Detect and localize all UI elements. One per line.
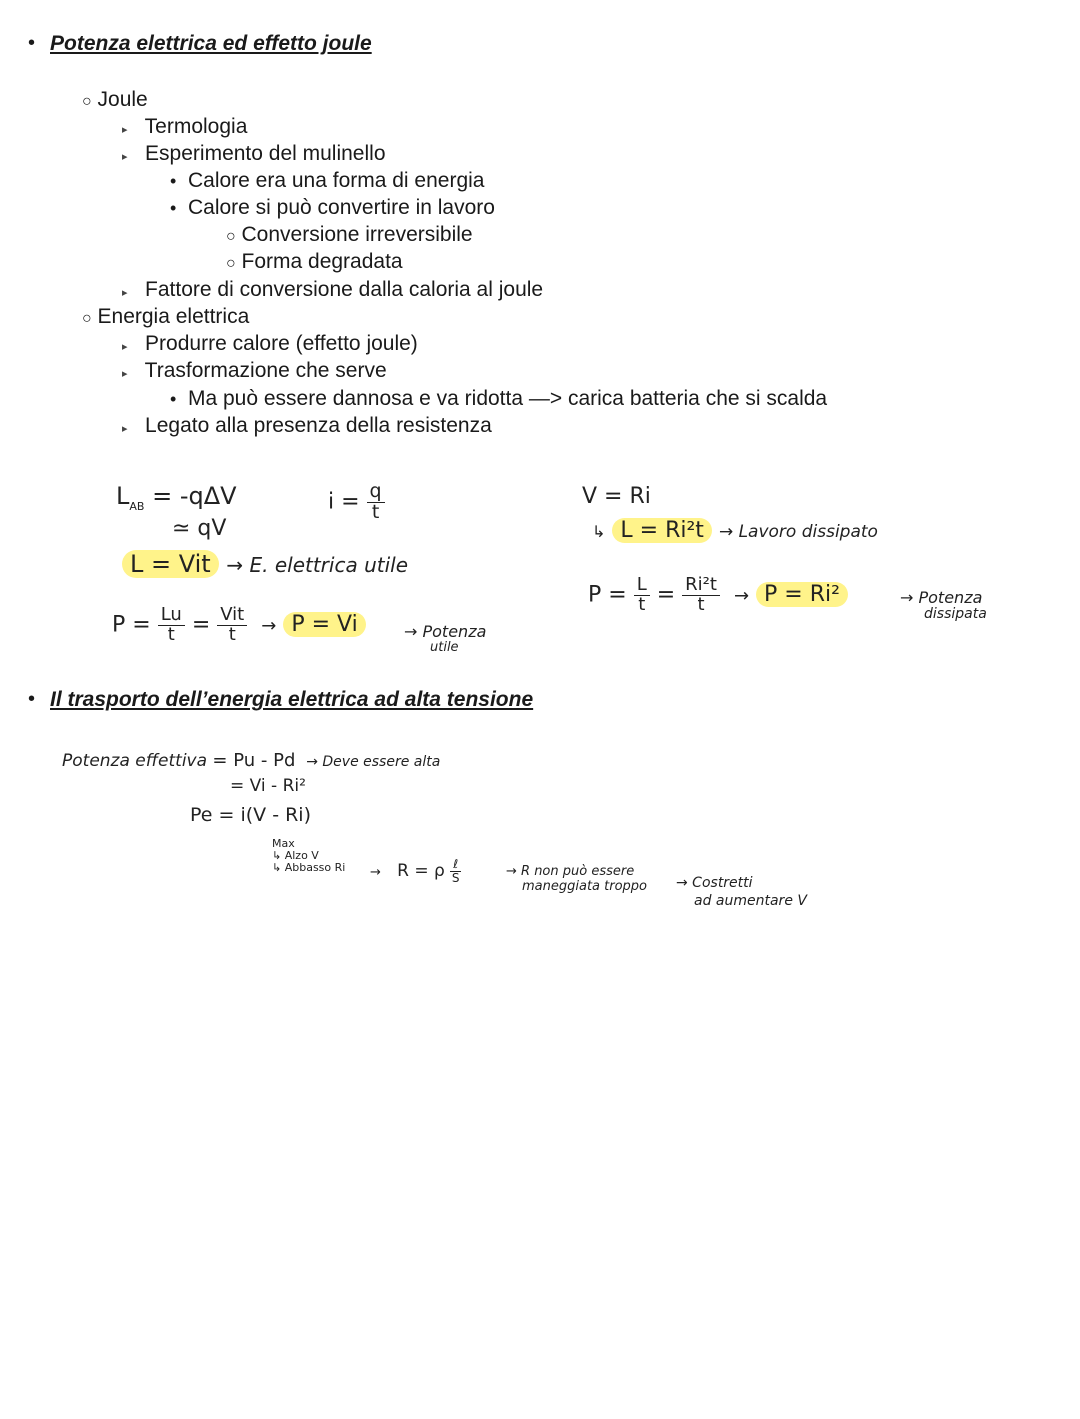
triangle-bullet-icon: ▸: [122, 368, 128, 380]
section1-title: Potenza elettrica ed effetto joule: [50, 32, 372, 55]
triangle-bullet-icon: ▸: [122, 341, 128, 353]
dot-bullet-icon: •: [170, 171, 177, 191]
dissipated-power-comment: → Potenza dissipata: [900, 588, 987, 622]
triangle-bullet-icon: ▸: [122, 151, 128, 163]
power-equation: P = $\frac{Lu}{t}$ = $\frac{\text{Vit}}{t}$ → P = Vi: [112, 606, 366, 645]
section1-bullet: •: [28, 32, 36, 54]
list-item: ○ Energia elettrica: [82, 305, 250, 328]
power-comment: → Potenza utile: [404, 622, 487, 655]
max-notes: Max ↳ Alzo V ↳ Abbasso Ri: [272, 837, 346, 874]
section2-title: Il trasporto dell’energia elettrica ad alta tensione: [50, 688, 534, 711]
effective-power-line: Potenza effettiva = Pu - Pd → Deve essere alta: [62, 750, 441, 771]
ohm-equation: V = Ri: [582, 484, 651, 509]
circle-bullet-icon: ○: [226, 228, 236, 245]
current-equation: i = $\frac{q}{t}$: [328, 482, 385, 523]
list-item: ▸ Trasformazione che serve: [122, 359, 387, 382]
dot-bullet-icon: •: [170, 389, 177, 409]
list-item: ▸ Esperimento del mulinello: [122, 142, 386, 165]
list-item: ▸ Termologia: [122, 115, 248, 138]
dot-bullet-icon: •: [170, 198, 177, 218]
list-item: ▸ Fattore di conversione dalla caloria al joule: [122, 278, 544, 301]
highlighted-formula: L = Vit: [122, 550, 219, 578]
conclusion-comment: → Costretti ad aumentare V: [676, 875, 807, 909]
resistance-equation: → R = ρ $\frac{\text{ℓ}}{S}$: [370, 857, 460, 885]
list-item: • Ma può essere dannosa e va ridotta —> carica batteria che si scalda: [170, 387, 828, 410]
lab-equation: $L_{AB} = -q\Delta V$: [116, 482, 237, 513]
circle-bullet-icon: ○: [82, 310, 92, 327]
circle-bullet-icon: ○: [226, 255, 236, 272]
list-item: ○ Conversione irreversibile: [226, 223, 473, 246]
resistance-comment: → R non può essere maneggiata troppo: [506, 864, 647, 894]
approx-equation: ≃ qV: [172, 516, 227, 541]
list-item: ○ Forma degradata: [226, 250, 403, 273]
dissipated-power-equation: P = $\frac{L}{t}$ = $\frac{\text{Ri²t}}{t}$ → P = Ri²: [588, 576, 848, 615]
list-item: ▸ Produrre calore (effetto joule): [122, 332, 418, 355]
list-item: • Calore si può convertire in lavoro: [170, 196, 495, 219]
triangle-bullet-icon: ▸: [122, 124, 128, 136]
effective-power-line-2: = Vi - Ri²: [230, 776, 306, 796]
list-item: • Calore era una forma di energia: [170, 169, 485, 192]
effective-power-line-3: Pe = i(V - Ri): [190, 804, 311, 826]
triangle-bullet-icon: ▸: [122, 423, 128, 435]
dissipated-work-equation: ↳ L = Ri²t → Lavoro dissipato: [592, 518, 878, 543]
list-item: ▸ Legato alla presenza della resistenza: [122, 414, 492, 437]
highlighted-formula: P = Vi: [283, 612, 365, 637]
highlighted-formula: P = Ri²: [756, 582, 848, 607]
section2-bullet: •: [28, 688, 36, 710]
triangle-bullet-icon: ▸: [122, 287, 128, 299]
highlighted-formula: L = Ri²t: [612, 518, 712, 543]
work-equation: L = Vit → E. elettrica utile: [122, 550, 408, 578]
circle-bullet-icon: ○: [82, 93, 92, 110]
list-item: ○ Joule: [82, 88, 148, 111]
